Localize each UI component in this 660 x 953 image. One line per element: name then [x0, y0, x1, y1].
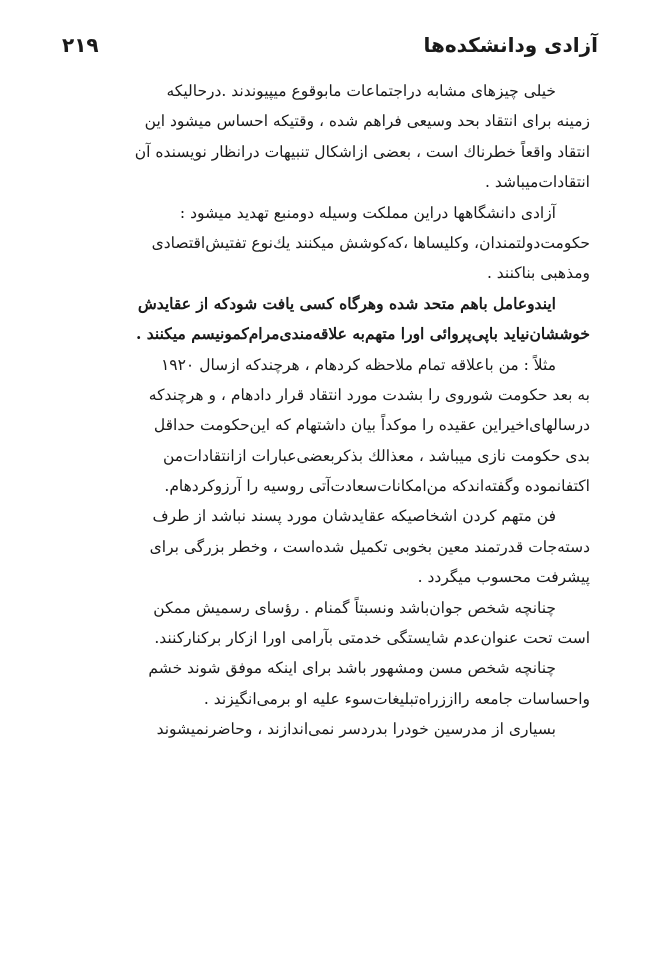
- text-line: خیلی چیزهای مشابه دراجتماعات مابوقوع میپیوندند .درحالیکه: [166, 82, 556, 100]
- text-line: درسالهای‌اخیراین عقیده را موکداً بیان داشتهام که این‌حکومت حداقل: [153, 416, 590, 435]
- text-line: دسته‌جات قدرتمند معین بخوبی تکمیل شده‌است ، وخطر بزرگی برای: [149, 537, 590, 556]
- text-line: مثلاً : من باعلاقه تمام ملاحظه کردهام ، هرچندکه ازسال ۱۹۲۰: [160, 355, 556, 374]
- text-line: فن متهم کردن اشخاصیکه عقایدشان مورد پسند نباشد از طرف: [152, 507, 556, 526]
- text-line: انتقاد واقعاً خطرناك است ، بعضی ازاشکال تنبیهات درانظار نویسنده آن: [134, 142, 590, 161]
- text-line: بدی حکومت نازی میباشد ، معذالك بذکربعضی‌عبارات ازانتقادات‌من: [162, 446, 590, 465]
- text-line: آزادی دانشگاهها دراین مملکت وسیله دومنبع تهدید میشود :: [179, 203, 556, 222]
- text-line: ومذهبی بناکنند .: [486, 264, 590, 283]
- text-line: ایندوعامل باهم متحد شده وهرگاه کسی یافت شودکه از عقایدش: [137, 293, 556, 313]
- text-line: حکومت‌دولتمندان، وکلیساها ،که‌کوشش میکنند یك‌نوع تفتیش‌اقتصادی: [151, 233, 590, 252]
- text-line: واحساسات جامعه رااززراه‌تبلیغات‌سوء علیه او برمی‌انگیزند .: [203, 689, 590, 708]
- text-line: پیشرفت محسوب میگردد .: [417, 568, 590, 587]
- text-line: بسیاری از مدرسین خودرا بدردسر نمی‌اندازند ، وحاضرنمیشوند: [156, 720, 556, 739]
- running-title: آزادی ودانشکده‌ها: [423, 33, 598, 57]
- text-line: خوششان‌نیاید باپی‌پروائی اورا متهم‌به علاقه‌مندی‌مرام‌کمونیسم میکنند .: [136, 324, 590, 344]
- text-line: به بعد حکومت شوروی را بشدت مورد انتقاد قرار دادهام ، و هرچندکه: [148, 385, 590, 404]
- body-text: [70, 76, 590, 745]
- text-line: چنانچه شخص جوان‌باشد ونسبتاً گمنام . رؤسای رسمیش ممکن: [153, 598, 556, 617]
- text-line: اکتفانموده وگفته‌اندکه من‌امکانات‌سعادت‌آتی روسیه را آرزوکردهام.: [164, 477, 590, 496]
- text-line: انتقادات‌میباشد .: [484, 173, 590, 192]
- page-header: [62, 30, 598, 64]
- text-line: چنانچه شخص مسن ومشهور باشد برای اینکه موفق شوند خشم: [148, 659, 556, 678]
- page-number: ۲۱۹: [62, 33, 99, 57]
- text-line: زمینه برای انتقاد بحد وسیعی فراهم شده ، وقتیکه احساس میشود این: [144, 112, 590, 131]
- text-line: است تحت عنوان‌عدم شایستگی خدمتی بآرامی اورا ازکار برکنارکنند.: [154, 629, 590, 648]
